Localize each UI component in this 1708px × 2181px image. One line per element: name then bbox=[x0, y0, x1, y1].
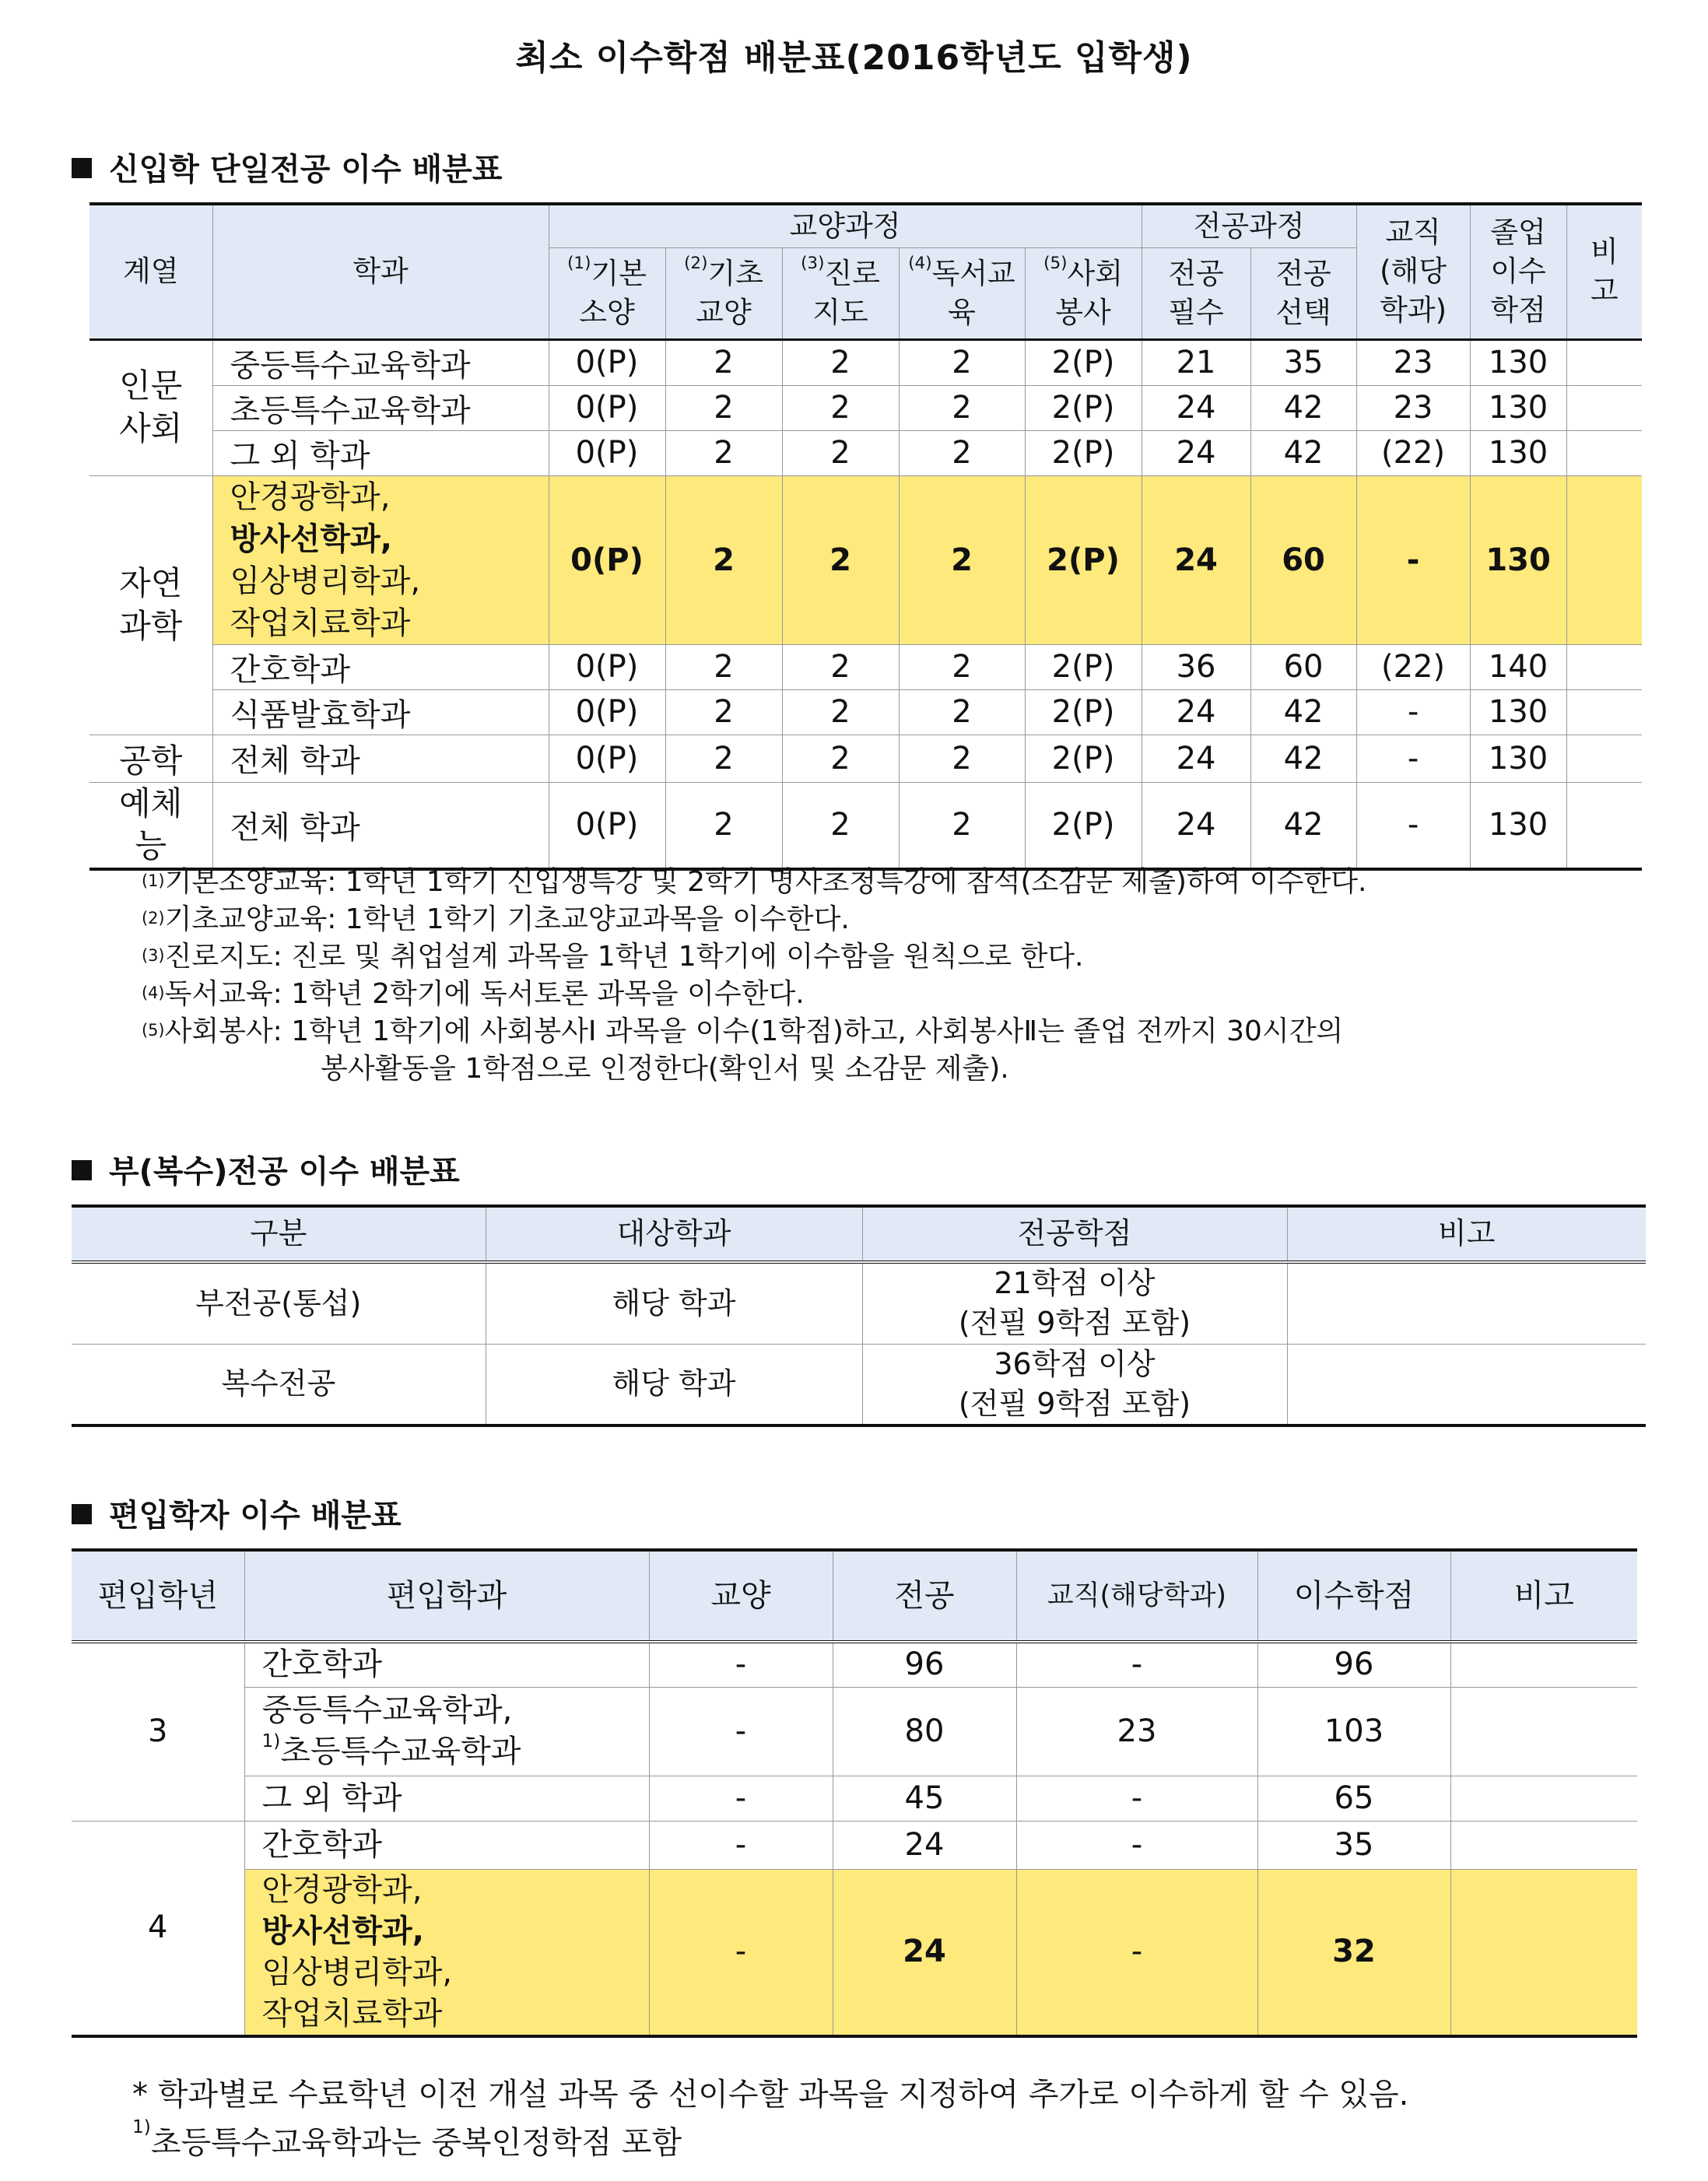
dept-cell: 간호학과 bbox=[212, 644, 549, 689]
table-row: 그 외 학과 0(P) 2 2 2 2(P) 24 42 (22) 130 bbox=[89, 430, 1642, 475]
minor-double-major-table bbox=[72, 1204, 1646, 1427]
table-row: 중등특수교육학과, $^{1)}$초등특수교육학과 - 80 23 103 bbox=[72, 1687, 1637, 1776]
group-science: 자연 과학 bbox=[89, 475, 212, 735]
table-header-row: 구분 대상학과 전공학점 비고 bbox=[72, 1206, 1646, 1262]
table-row-highlight: 안경광학과, 방사선학과, 임상병리학과, 작업치료학과 - 24 - 32 bbox=[72, 1869, 1637, 2036]
dept-cell: 그 외 학과 bbox=[212, 430, 549, 475]
page-title: 최소 이수학점 배분표(2016학년도 입학생) bbox=[515, 38, 1193, 78]
table-row: 식품발효학과 0(P) 2 2 2 2(P) 24 42 - 130 bbox=[89, 689, 1642, 735]
group-engineering: 공학 bbox=[89, 735, 212, 782]
transfer-table bbox=[72, 1548, 1637, 2038]
header-liberal: 교양과정 bbox=[549, 204, 1142, 247]
single-major-table bbox=[89, 202, 1642, 871]
dept-cell: 중등특수교육학과 bbox=[212, 339, 549, 385]
note-5-continued: 봉사활동을 1학점으로 인정한다(확인서 및 소감문 제출). bbox=[321, 1053, 1009, 1085]
table-row: 그 외 학과 - 45 - 65 bbox=[72, 1776, 1637, 1821]
square-bullet-icon bbox=[72, 1504, 92, 1524]
footnote-star: * 학과별로 수료학년 이전 개설 과목 중 선이수할 과목을 지정하여 추가로 이수하게 할 수 있음. bbox=[132, 2077, 1409, 2113]
header-sub-reading: $^{(4)}$독서교 육 bbox=[899, 247, 1025, 339]
table-row: 간호학과 0(P) 2 2 2 2(P) 36 60 (22) 140 bbox=[89, 644, 1642, 689]
table-row: 3 간호학과 - 96 - 96 bbox=[72, 1642, 1637, 1687]
dept-cell: 안경광학과, 방사선학과, 임상병리학과, 작업치료학과 bbox=[212, 475, 549, 644]
table-header-row: 편입학년 편입학과 교양 전공 교직(해당학과) 이수학점 비고 bbox=[72, 1550, 1637, 1642]
dept-cell: 초등특수교육학과 bbox=[212, 385, 549, 430]
header-major: 전공과정 bbox=[1142, 204, 1356, 247]
header-sub-foundation: $^{(2)}$기초 교양 bbox=[665, 247, 782, 339]
note-5: $^{(5)}$사회봉사: 1학년 1학기에 사회봉사Ⅰ 과목을 이수(1학점)하고, 사회봉사Ⅱ는 졸업 전까지 30시간의 bbox=[142, 1015, 1344, 1047]
group-arts: 예체 능 bbox=[89, 782, 212, 869]
table-row: 예체 능 전체 학과 0(P) 2 2 2 2(P) 24 42 - 130 bbox=[89, 782, 1642, 869]
dept-cell: 식품발효학과 bbox=[212, 689, 549, 735]
header-teaching: 교직 (해당 학과) bbox=[1356, 204, 1470, 339]
table-row: 부전공(통섭) 해당 학과 21학점 이상 (전필 9학점 포함) bbox=[72, 1262, 1646, 1344]
header-field: 계열 bbox=[89, 204, 212, 339]
square-bullet-icon bbox=[72, 158, 92, 178]
section3-title: 편입학자 이수 배분표 bbox=[72, 1491, 402, 1535]
section2-title: 부(복수)전공 이수 배분표 bbox=[72, 1147, 460, 1191]
note-3: $^{(3)}$진로지도: 진로 및 취업설계 과목을 1학년 1학기에 이수함을 원칙으로 한다. bbox=[142, 941, 1084, 973]
year-4: 4 bbox=[72, 1821, 244, 2036]
dept-cell: 전체 학과 bbox=[212, 782, 549, 869]
header-sub-major-required: 전공 필수 bbox=[1142, 247, 1250, 339]
header-sub-career: $^{(3)}$진로 지도 bbox=[782, 247, 899, 339]
header-sub-basic: $^{(1)}$기본 소양 bbox=[549, 247, 665, 339]
note-1: $^{(1)}$기본소양교육: 1학년 1학기 신입생특강 및 2학기 명사초청특강에 참석(소감문 제출)하여 이수한다. bbox=[142, 866, 1367, 898]
note-4: $^{(4)}$독서교육: 1학년 2학기에 독서토론 과목을 이수한다. bbox=[142, 978, 805, 1010]
table-header-row bbox=[89, 204, 1642, 247]
square-bullet-icon bbox=[72, 1160, 92, 1180]
header-sub-major-elective: 전공 선택 bbox=[1250, 247, 1356, 339]
group-humanities: 인문 사회 bbox=[89, 339, 212, 475]
header-remarks: 비 고 bbox=[1566, 204, 1642, 339]
note-2: $^{(2)}$기초교양교육: 1학년 1학기 기초교양교과목을 이수한다. bbox=[142, 903, 850, 935]
table-row: 인문 사회 중등특수교육학과 0(P) 2 2 2 2(P) 21 35 23 130 bbox=[89, 339, 1642, 385]
section1-title: 신입학 단일전공 이수 배분표 bbox=[72, 145, 502, 189]
header-sub-service: $^{(5)}$사회 봉사 bbox=[1025, 247, 1142, 339]
table-row-highlight: 자연 과학 안경광학과, 방사선학과, 임상병리학과, 작업치료학과 0(P) 2 2 2 2(P) 24 60 - 130 bbox=[89, 475, 1642, 644]
footnote-1: $^{1)}$초등특수교육학과는 중복인정학점 포함 bbox=[132, 2116, 682, 2161]
table-row: 복수전공 해당 학과 36학점 이상 (전필 9학점 포함) bbox=[72, 1344, 1646, 1425]
header-graduation: 졸업 이수 학점 bbox=[1470, 204, 1566, 339]
year-3: 3 bbox=[72, 1642, 244, 1821]
dept-cell: 전체 학과 bbox=[212, 735, 549, 782]
table-row: 초등특수교육학과 0(P) 2 2 2 2(P) 24 42 23 130 bbox=[89, 385, 1642, 430]
table-row: 4 간호학과 - 24 - 35 bbox=[72, 1821, 1637, 1869]
header-dept: 학과 bbox=[212, 204, 549, 339]
table-row: 공학 전체 학과 0(P) 2 2 2 2(P) 24 42 - 130 bbox=[89, 735, 1642, 782]
